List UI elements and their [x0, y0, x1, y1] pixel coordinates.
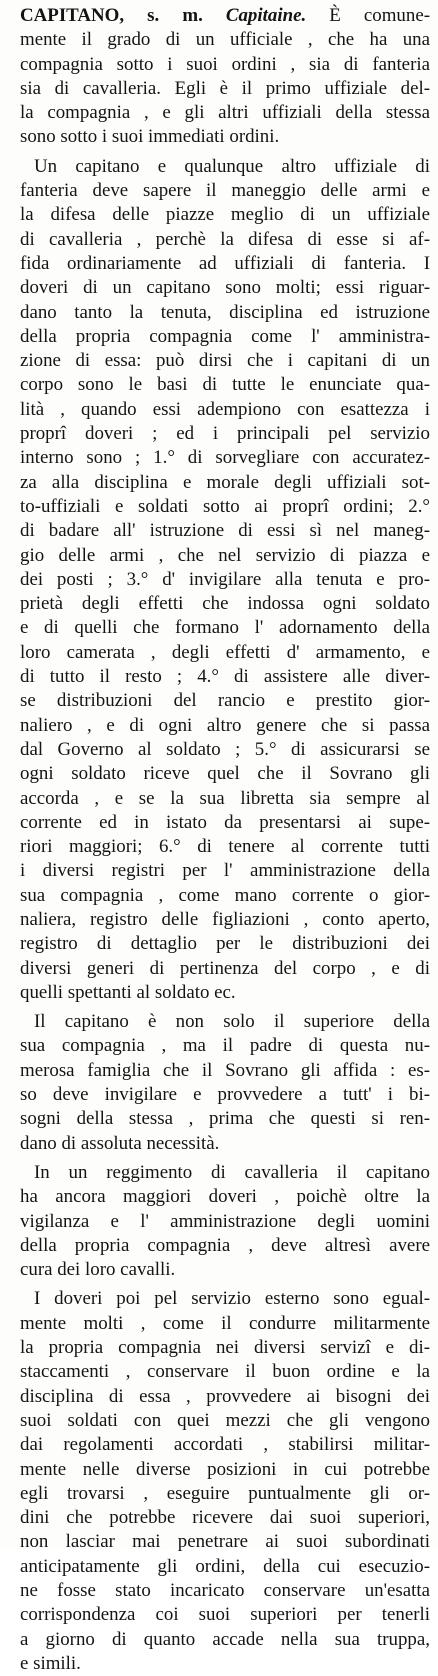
entry-line: proprî doveri ; ed i principali pel servizio	[20, 423, 430, 445]
entry-line: dai regolamenti accordati , stabilirsi militar-	[20, 1434, 430, 1456]
entry-line: a giorno di quanto accade nella sua truppa,	[20, 1628, 430, 1650]
entry-line: ne fosse stato incaricato conservare un'esatta	[20, 1580, 430, 1601]
entry-first-line	[20, 4, 430, 28]
entry-line: la propria compagnia nei diversi servizî e di-	[20, 1337, 430, 1359]
entry-line: mente molti , come il condurre militarmente	[20, 1312, 430, 1334]
entry-line: prietà degli effetti che indossa ogni soldato	[20, 593, 430, 615]
entry-line: corrispondenza coi suoi superiori per tenerli	[20, 1604, 430, 1626]
entry-line: doveri di un capitano sono molti; essi riguar-	[20, 277, 430, 299]
entry-line: zione di essa: può dirsi che i capitani di un	[20, 350, 430, 372]
entry-line: sia di cavalleria. Egli è il primo uffiziale del-	[20, 77, 430, 99]
entry-line: diversi generi di pertinenza del corpo , e di	[20, 957, 430, 979]
entry-line: za alla disciplina e morale degli uffiziali sot-	[20, 471, 430, 493]
entry-line: compagnia sotto i suoi ordini , sia di fanteria	[20, 53, 430, 75]
entry-french-equivalent: Capitaine.	[225, 5, 307, 26]
entry-line: corpo sono le basi di tutte le enunciate qua-	[20, 374, 430, 396]
entry-headword: CAPITANO	[20, 5, 120, 26]
entry-line: dano di assoluta necessità.	[20, 1132, 220, 1154]
entry-line: sogni della stessa , prima che questi si ren-	[20, 1108, 430, 1130]
dictionary-entry-capitano	[20, 4, 430, 1676]
entry-line: ha ancora maggiori doveri , poichè oltre la	[20, 1186, 430, 1208]
entry-line: dal Governo al soldato ; 5.° di assicurarsi se	[20, 738, 430, 760]
entry-line: di cavalleria , perchè la difesa di esse si af-	[20, 228, 430, 250]
entry-line: ogni soldato riceve quel che il Sovrano gli	[20, 763, 430, 785]
entry-body	[20, 28, 430, 1676]
entry-line: dei posti ; 3.° d' invigilare alla tenuta e pro-	[20, 568, 430, 590]
entry-line: la difesa delle piazze meglio di un uffiziale	[20, 204, 430, 226]
entry-line: non lasciar mai penetrare ai suoi subordinati	[20, 1531, 430, 1553]
entry-line: naliera, registro delle figliazioni , conto aperto,	[20, 908, 430, 930]
entry-grammar: , s. m.	[119, 5, 203, 26]
entry-line: se distribuzioni del rancio e prestito gior-	[20, 690, 430, 712]
entry-line: fida ordinariamente ad uffiziali di fanteria. I	[20, 252, 430, 274]
entry-line: corrente ed in istato da presentarsi ai supe-	[20, 811, 430, 833]
entry-line: cura dei loro cavalli.	[20, 1259, 176, 1281]
entry-line: mente il grado di un ufficiale , che ha una	[20, 29, 430, 51]
entry-line: della propria compagnia , deve altresì avere	[20, 1234, 430, 1256]
entry-line: fanteria deve sapere il maneggio delle armi e	[20, 180, 430, 202]
entry-line: lità , quando essi adempiono con esattezza i	[20, 398, 430, 420]
entry-line: e di quelli che formano l' adornamento della	[20, 617, 430, 639]
entry-line: suoi soldati con quei mezzi che gli vengono	[20, 1409, 430, 1431]
entry-line: e simili.	[20, 1652, 81, 1674]
entry-line: to-uffiziali e soldati sotto ai proprî ordini; 2.°	[20, 495, 430, 517]
entry-line: accorda , e se la sua libretta sia sempre al	[20, 787, 430, 809]
entry-line: mente nelle diverse posizioni in cui potrebbe	[20, 1458, 430, 1480]
entry-line: loro camerata , degli effetti d' armamento, e	[20, 641, 430, 663]
entry-line: staccamenti , conservare il buon ordine e la	[20, 1361, 430, 1383]
entry-line: vigilanza e l' amministrazione degli uomini	[20, 1210, 430, 1232]
paragraph-first-line: Il capitano è non solo il superiore della	[34, 1011, 430, 1033]
entry-line: so deve invigilare e provvedere a tutt' i bi-	[20, 1084, 430, 1106]
entry-line: egli trovarsi , eseguire puntualmente gli or-	[20, 1482, 430, 1504]
entry-line: È comune-	[329, 5, 430, 26]
entry-line: sua compagnia , ma il padre di questa nu-	[20, 1035, 430, 1057]
entry-line: anticipatamente gli ordini, della cui esecuzio-	[20, 1555, 430, 1577]
paragraph-first-line: I doveri poi pel servizio esterno sono egual-	[34, 1288, 430, 1310]
entry-line: disciplina di essa , provvedere ai bisogni dei	[20, 1385, 430, 1407]
entry-line: interno sono ; 1.° di sorvegliare con accuratez-	[20, 447, 430, 469]
entry-line: dano tanto la tenuta, disciplina ed istruzione	[20, 301, 430, 323]
entry-line: i diversi registri per l' amministrazione della	[20, 860, 430, 882]
entry-line: dini che potrebbe ricevere dai suoi superiori,	[20, 1507, 430, 1529]
entry-line: di tutto il resto ; 4.° di assistere alle diver-	[20, 666, 430, 688]
entry-line: registro di dettaglio per le distribuzioni dei	[20, 933, 430, 955]
entry-line: quelli spettanti al soldato ec.	[20, 981, 236, 1003]
entry-line: merosa famiglia che il Sovrano gli affida : es-	[20, 1059, 430, 1081]
entry-line: la compagnia , e gli altri uffiziali della stessa	[20, 102, 430, 124]
paragraph-first-line: In un reggimento di cavalleria il capitano	[34, 1161, 430, 1183]
entry-line: gio delle armi , che nel servizio di piazza e	[20, 544, 430, 566]
entry-line: riori maggiori; 6.° di tenere al corrente tutti	[20, 836, 430, 858]
entry-line: di badare all' istruzione di essi sì nel maneg-	[20, 520, 430, 542]
entry-line: naliero , e di ogni altro genere che si passa	[20, 714, 430, 736]
paragraph-first-line: Un capitano e qualunque altro uffiziale di	[34, 155, 430, 177]
entry-line: sua compagnia , come mano corrente o gior-	[20, 884, 430, 906]
entry-line: sono sotto i suoi immediati ordini.	[20, 126, 280, 148]
entry-line: della propria compagnia come l' amministra-	[20, 325, 430, 347]
